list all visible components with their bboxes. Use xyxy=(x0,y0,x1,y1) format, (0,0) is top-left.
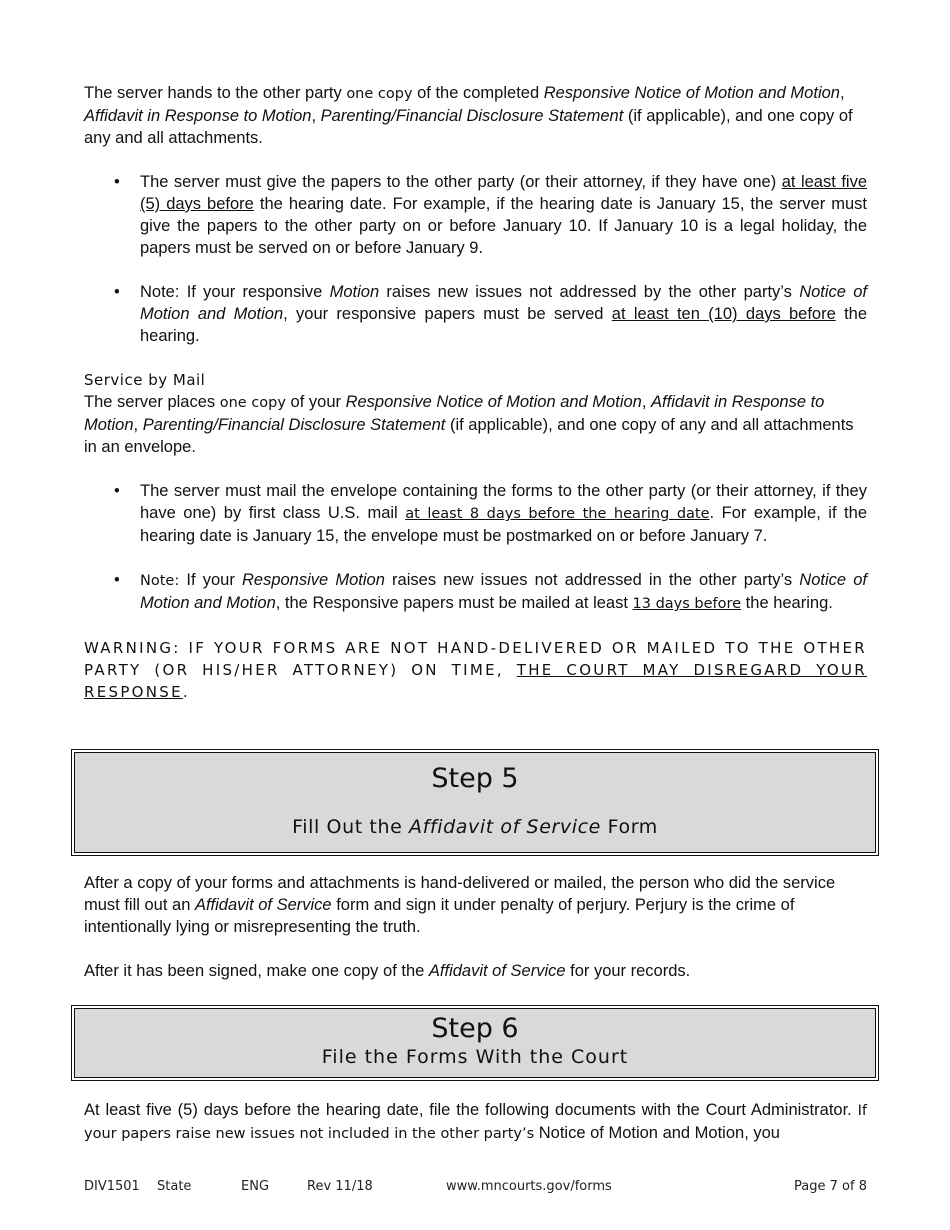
underlined-deadline: 13 days before xyxy=(632,596,742,612)
text: (if applicable), and one copy of any and all attachments in an envelope. xyxy=(84,416,854,456)
form-name: Parenting/Financial Disclosure Statement xyxy=(320,107,624,125)
warning-text: WARNING: IF YOUR FORMS ARE NOT HAND-DELIVERED OR MAILED TO THE OTHER PARTY (OR HIS/HER ATTORNEY) ON TIME, xyxy=(84,639,867,679)
text: , your responsive papers must be served xyxy=(283,305,612,323)
text: The server hands to the other party xyxy=(84,84,347,102)
form-name: Notice of Motion and Motion xyxy=(140,283,867,323)
form-name: Affidavit of Service xyxy=(194,896,332,914)
note-label: Note: xyxy=(140,573,180,589)
text: , the Responsive papers must be mailed at least xyxy=(275,594,633,612)
hand-delivery-bullets xyxy=(84,171,867,347)
affidavit-copy-instruction xyxy=(84,960,867,982)
form-name: Affidavit of Service xyxy=(428,962,566,980)
step-6-title: Step 6 xyxy=(431,1013,519,1044)
form-name: Affidavit in Response to Motion xyxy=(84,107,312,125)
text: The server places xyxy=(84,393,220,411)
step-6-content xyxy=(84,1099,867,1145)
list-item xyxy=(84,171,867,259)
mail-intro xyxy=(84,391,867,458)
text: Notice of Motion and Motion, you xyxy=(534,1124,780,1142)
text: , xyxy=(133,416,143,434)
list-item xyxy=(84,281,867,347)
late-service-warning xyxy=(84,637,867,703)
jurisdiction: State xyxy=(157,1179,192,1194)
step-5-content xyxy=(84,872,867,982)
text: (if applicable), and one copy of any and all attachments. xyxy=(84,107,853,147)
form-name: Notice of Motion and Motion xyxy=(140,571,867,612)
form-name: Responsive Notice of Motion and Motion xyxy=(543,84,840,102)
text: the hearing date. For example, if the hearing date is January 15, the server must give the papers to the other party on or before January 10. If January 10 is a legal holiday, the papers must be served on or before January 9. xyxy=(140,195,867,257)
text: At least five (5) days before the hearing date, file the following documents with the Court Administrator. xyxy=(84,1101,858,1119)
step-6-subtitle: File the Forms With the Court xyxy=(321,1046,629,1068)
text: Form xyxy=(600,816,658,838)
text: After a copy of your forms and attachments is hand-delivered or mailed, the person who did the service must fill out an xyxy=(84,874,836,914)
step-5-title: Step 5 xyxy=(431,763,519,794)
text: form and sign it under penalty of perjury. Perjury is the crime of intentionally lying or misrepresenting the truth. xyxy=(84,896,795,936)
text: , xyxy=(641,393,652,411)
text: , xyxy=(311,107,321,125)
underlined-deadline: at least ten (10) days before xyxy=(611,305,836,323)
mail-bullets xyxy=(84,480,867,615)
form-name: Responsive Notice of Motion and Motion xyxy=(345,393,642,411)
text: The server must give the papers to the other party (or their attorney, if they have one) xyxy=(140,173,782,191)
hand-delivery-intro xyxy=(84,82,867,149)
emphasis-text: one copy xyxy=(219,395,286,411)
text: raises new issues not addressed by the other party’s xyxy=(379,283,800,301)
text: If your papers raise new issues not included in the other party’s xyxy=(84,1103,867,1142)
text: . For example, if the hearing date is January 15, the envelope must be postmarked on or before January 7. xyxy=(140,504,867,545)
forms-url: www.mncourts.gov/forms xyxy=(446,1179,612,1194)
form-id: DIV1501 xyxy=(84,1179,140,1194)
form-name: Parenting/Financial Disclosure Statement xyxy=(142,416,446,434)
list-item xyxy=(84,480,867,547)
form-name: Affidavit of Service xyxy=(409,816,601,838)
bullet-icon: • xyxy=(114,283,120,301)
emphasis-text: one copy xyxy=(346,86,413,102)
step-6-banner xyxy=(74,1008,876,1078)
step-5-banner xyxy=(74,752,876,853)
text: the hearing. xyxy=(741,594,833,612)
text: for your records. xyxy=(565,962,691,980)
underlined-deadline: at least five (5) days before xyxy=(140,173,867,213)
filing-instructions xyxy=(84,1099,867,1145)
service-content xyxy=(84,82,867,703)
list-item xyxy=(84,569,867,615)
form-name: Motion xyxy=(329,283,380,301)
text: of your xyxy=(285,393,346,411)
text: After it has been signed, make one copy of the xyxy=(84,962,429,980)
warning-underlined: THE COURT MAY DISREGARD YOUR RESPONSE xyxy=(84,661,867,701)
revision: Rev 11/18 xyxy=(307,1179,373,1194)
text: the hearing. xyxy=(140,305,868,345)
page-number: Page 7 of 8 xyxy=(794,1179,867,1194)
bullet-icon: • xyxy=(114,173,120,191)
bullet-icon: • xyxy=(114,482,120,500)
text: The server must mail the envelope containing the forms to the other party (or their attorney, if they have one) by first class U.S. mail xyxy=(140,482,867,522)
text: Note: If your responsive xyxy=(140,283,330,301)
form-name: Responsive Motion xyxy=(241,571,385,589)
language: ENG xyxy=(241,1179,270,1194)
affidavit-instructions xyxy=(84,872,867,938)
underlined-deadline: at least 8 days before the hearing date xyxy=(405,506,710,522)
text: , xyxy=(839,84,845,102)
service-by-mail-heading: Service by Mail xyxy=(84,371,206,389)
text: If your xyxy=(179,571,242,589)
text: Fill Out the xyxy=(292,816,410,838)
text: raises new issues not addressed in the other party’s xyxy=(384,571,800,589)
text: of the completed xyxy=(412,84,544,102)
step-5-subtitle xyxy=(75,816,875,838)
bullet-icon: • xyxy=(114,571,120,589)
warning-end: . xyxy=(182,683,190,701)
form-name: Affidavit in Response to Motion xyxy=(84,393,825,434)
page-footer xyxy=(84,1179,867,1197)
